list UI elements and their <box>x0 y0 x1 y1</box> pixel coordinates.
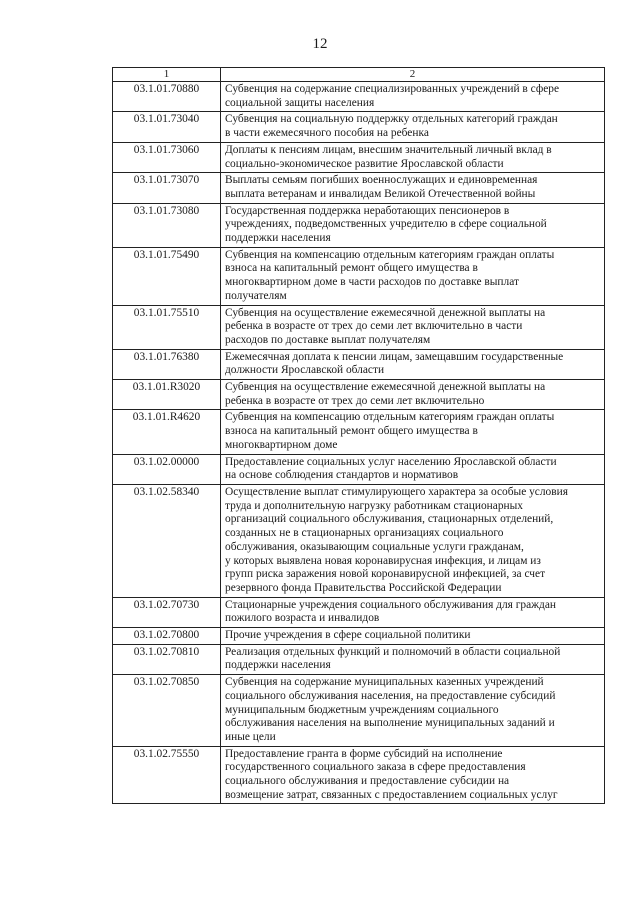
row-name-line: ребенка в возрасте от трех до семи лет включительно <box>225 394 485 407</box>
row-name-line: выплата ветеранам и инвалидам Великой Отечественной войны <box>225 187 536 200</box>
table-row <box>113 454 605 484</box>
row-name <box>221 410 605 454</box>
row-name-line: государственного социального заказа в сфере предоставления <box>225 761 526 774</box>
row-name-line: многоквартирном доме <box>225 438 338 451</box>
table-row <box>113 82 605 112</box>
row-name <box>221 484 605 597</box>
row-name-line: возмещение затрат, связанных с предоставлением социальных услуг <box>225 788 558 801</box>
table-header-row <box>113 68 605 82</box>
row-name-line: Субвенция на содержание специализированных учреждений в сфере <box>225 83 560 95</box>
row-name-line: получателям <box>225 289 287 302</box>
row-name-line: социального обслуживания населения, на предоставление субсидий <box>225 689 556 702</box>
row-code: 03.1.02.58340 <box>113 484 221 597</box>
row-code: 03.1.02.70850 <box>113 675 221 747</box>
row-name-line: пожилого возраста и инвалидов <box>225 612 380 625</box>
row-name-line: у которых выявлена новая коронавирусная инфекция, и лицам из <box>225 554 541 567</box>
row-name-line: социального обслуживания и предоставление субсидии на <box>225 775 510 788</box>
row-name <box>221 247 605 305</box>
row-name <box>221 597 605 627</box>
row-code: 03.1.01.70880 <box>113 82 221 112</box>
row-code: 03.1.01.73080 <box>113 203 221 247</box>
row-name-line: Субвенция на компенсацию отдельным категориям граждан оплаты <box>225 411 555 424</box>
table-row <box>113 484 605 597</box>
row-code: 03.1.01.75510 <box>113 305 221 349</box>
row-name-line: Субвенция на компенсацию отдельным категориям граждан оплаты <box>225 248 555 261</box>
row-code: 03.1.02.70810 <box>113 644 221 674</box>
row-name-line: Субвенция на социальную поддержку отдельных категорий граждан <box>225 113 558 126</box>
row-name-line: Государственная поддержка неработающих пенсионеров в <box>225 204 510 217</box>
row-name-line: должности Ярославской области <box>225 364 385 377</box>
row-name <box>221 349 605 379</box>
row-name <box>221 142 605 172</box>
row-code: 03.1.01.R4620 <box>113 410 221 454</box>
row-name-line: ребенка в возрасте от трех до семи лет включительно в части <box>225 320 523 333</box>
row-name-line: многоквартирном доме в части расходов по доставке выплат <box>225 276 519 289</box>
row-name-line: поддержки населения <box>225 659 331 672</box>
table-body <box>113 68 605 804</box>
row-code: 03.1.02.00000 <box>113 454 221 484</box>
column-header-code: 1 <box>113 68 221 82</box>
row-name-line: Осуществление выплат стимулирующего характера за особые условия <box>225 485 568 498</box>
row-name <box>221 628 605 645</box>
row-name-line: Выплаты семьям погибших военнослужащих и единовременная <box>225 174 538 187</box>
row-name-line: Субвенция на содержание муниципальных казенных учреждений <box>225 676 544 689</box>
row-name-line: поддержки населения <box>225 232 331 245</box>
row-name-line: взноса на капитальный ремонт общего имущества в <box>225 262 478 275</box>
row-name-line: социальной защиты населения <box>225 96 375 109</box>
row-name-line: Прочие учреждения в сфере социальной политики <box>225 629 471 642</box>
row-name <box>221 644 605 674</box>
row-name-line: Субвенция на осуществление ежемесячной денежной выплаты на <box>225 306 546 319</box>
table-row <box>113 203 605 247</box>
row-name-line: социально-экономическое развитие Ярославской области <box>225 157 504 170</box>
row-code: 03.1.01.73040 <box>113 112 221 142</box>
row-name-line: в части ежемесячного пособия на ребенка <box>225 127 429 140</box>
row-name <box>221 203 605 247</box>
row-code: 03.1.01.75490 <box>113 247 221 305</box>
table-row <box>113 247 605 305</box>
row-name-line: на основе соблюдения стандартов и нормативов <box>225 469 459 482</box>
row-name-line: муниципальным бюджетным учреждениям социального <box>225 703 499 716</box>
row-name-line: обслуживания, оказывающим социальные услуги гражданам, <box>225 540 524 553</box>
table-row <box>113 112 605 142</box>
row-name <box>221 173 605 203</box>
table-row <box>113 305 605 349</box>
row-code: 03.1.02.70730 <box>113 597 221 627</box>
row-name-line: резервного фонда Правительства Российской Федерации <box>225 581 502 594</box>
table-row <box>113 675 605 747</box>
row-name <box>221 675 605 747</box>
row-code: 03.1.02.70800 <box>113 628 221 645</box>
row-name-line: организаций социального обслуживания, стационарных отделений, <box>225 513 554 526</box>
table-row <box>113 644 605 674</box>
row-name-line: учреждениях, подведомственных учредителю в сфере социальной <box>225 218 547 231</box>
row-name-line: обслуживания населения на выполнение муниципальных заданий и <box>225 717 555 730</box>
row-name-line: Субвенция на осуществление ежемесячной денежной выплаты на <box>225 381 546 394</box>
table-row <box>113 380 605 410</box>
column-header-name: 2 <box>221 68 605 82</box>
row-name-line: созданных не в стационарных организациях социального <box>225 527 504 540</box>
row-name-line: Ежемесячная доплата к пенсии лицам, замещавшим государственные <box>225 350 564 363</box>
row-code: 03.1.01.R3020 <box>113 380 221 410</box>
row-name-line: иные цели <box>225 730 276 743</box>
row-name <box>221 112 605 142</box>
table-row <box>113 410 605 454</box>
table-row <box>113 597 605 627</box>
row-code: 03.1.01.73070 <box>113 173 221 203</box>
row-name-line: труда и дополнительную нагрузку работникам стационарных <box>225 499 523 512</box>
table-row <box>113 142 605 172</box>
row-code: 03.1.01.76380 <box>113 349 221 379</box>
page-number: 12 <box>312 36 328 52</box>
row-name-line: Предоставление гранта в форме субсидий на исполнение <box>225 747 503 760</box>
row-name-line: взноса на капитальный ремонт общего имущества в <box>225 425 478 438</box>
row-name-line: групп риска заражения новой коронавирусной инфекцией, за счет <box>225 568 546 581</box>
table-row <box>113 349 605 379</box>
row-name-line: расходов по доставке выплат получателям <box>225 333 431 346</box>
row-name <box>221 82 605 112</box>
row-code: 03.1.01.73060 <box>113 142 221 172</box>
row-name <box>221 380 605 410</box>
row-name-line: Предоставление социальных услуг населению Ярославской области <box>225 455 557 468</box>
row-name-line: Стационарные учреждения социального обслуживания для граждан <box>225 598 556 611</box>
row-name <box>221 305 605 349</box>
row-name <box>221 454 605 484</box>
row-code: 03.1.02.75550 <box>113 746 221 804</box>
table-row <box>113 746 605 804</box>
classifier-table <box>112 67 605 804</box>
table-row <box>113 628 605 645</box>
row-name-line: Реализация отдельных функций и полномочий в области социальной <box>225 645 561 658</box>
row-name-line: Доплаты к пенсиям лицам, внесшим значительный личный вклад в <box>225 143 552 156</box>
row-name <box>221 746 605 804</box>
table-row <box>113 173 605 203</box>
